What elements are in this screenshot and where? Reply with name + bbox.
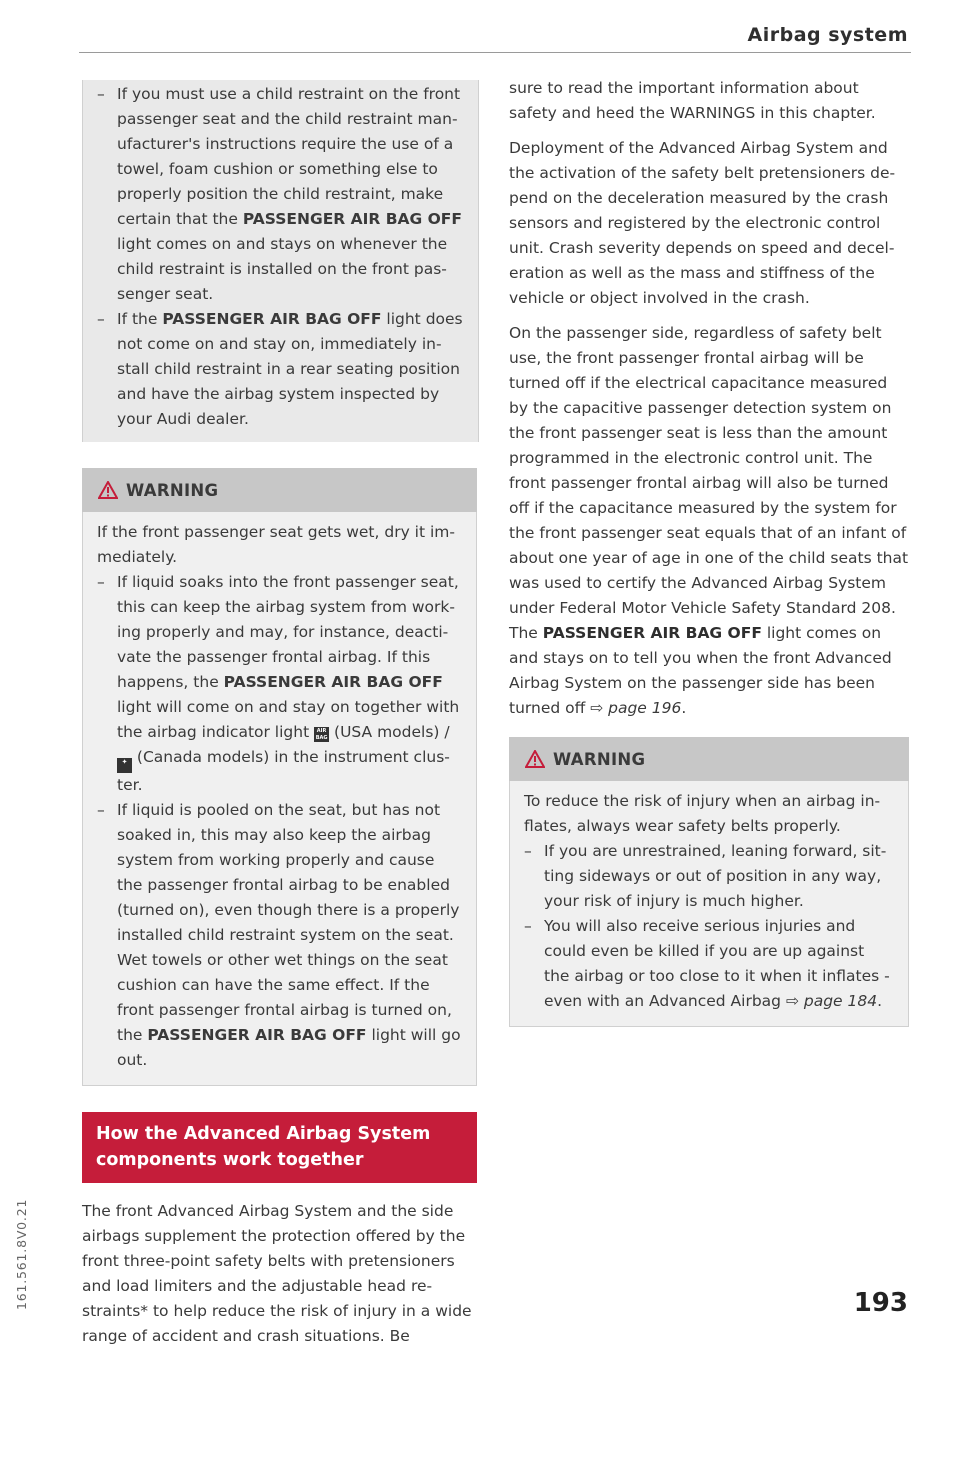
list-item — [97, 798, 462, 1073]
bold-term: PASSENGER AIR BAG OFF — [223, 673, 443, 691]
text-run: If liquid is pooled on the seat, but has not soaked in, this may also keep the airbag system from working properly and cause the passenger frontal airbag to be enabled (turned on), even though there is a properly installed child restraint system on the seat. Wet towels or other wet things on the seat cushion can have the same effect. If the front passenger frontal airbag is turned on, the — [117, 801, 460, 1044]
text-run: (USA models) / — [329, 723, 450, 741]
body-paragraph — [509, 136, 909, 311]
text-run: You will also receive serious injuries and could even be killed if you are up against the airbag or too close to it when it inflates - even with an Advanced Airbag — [544, 917, 890, 1010]
warning-triangle-icon — [98, 481, 118, 499]
page-reference[interactable]: ⇨ page 184 — [785, 992, 878, 1010]
warning-body — [509, 781, 909, 1027]
note-box — [82, 80, 479, 442]
airbag-indicator-usa-icon: AIR BAG — [315, 728, 328, 741]
text-run: If you are unrestrained, leaning forward, sitting sideways or out of position in any way, your risk of injury is much higher. — [544, 842, 887, 910]
text-run: If you must use a child restraint on the front passenger seat and the child restraint manufacturer's instructions require the use of a towel, foam cushion or something else to properly position the child restraint, make certain that the — [117, 85, 461, 228]
body-paragraph — [509, 76, 909, 126]
body-paragraph — [509, 321, 909, 721]
text-run: Deployment of the Advanced Airbag System and the activation of the safety belt pretensioners depend on the deceleration measured by the crash sensors and registered by the electronic control unit. Crash severity depends on speed and deceleration as well as the mass and stiffness of the vehicle or object involved in the crash. — [509, 139, 896, 307]
text-run: If liquid soaks into the front passenger seat, this can keep the airbag system from working properly and may, for instance, deactivate the passenger frontal airbag. If this happens, the — [117, 573, 459, 691]
warning-intro: If the front passenger seat gets wet, dry it immediately. — [97, 523, 455, 566]
list-dash: – — [97, 85, 105, 103]
list-item — [97, 82, 464, 307]
text-run: On the passenger side, regardless of safety belt use, the front passenger frontal airbag will be turned off if the electrical capacitance measured by the capacitive passenger detection system on the front passenger seat is less than the amount programmed in the electronic control unit. The front passenger frontal airbag will also be turned off if the capacitance measured by the system for the front passenger seat equals that of an infant of about one year of age in one of the child seats that was used to certify the Advanced Airbag System under Federal Motor Vehicle Safety Standard 208. The — [509, 324, 909, 642]
document-code: 161.561.8V0.21 — [14, 1198, 29, 1310]
page-number: 193 — [853, 1288, 908, 1318]
text-run: light comes on and stays on whenever the child restraint is installed on the front passenger seat. — [117, 235, 448, 303]
warning-body — [82, 512, 477, 1086]
section-paragraph: The front Advanced Airbag System and the side airbags supplement the protection offered by the front three-point safety belts with pretensioners and load limiters and the adjustable head restraints* to help reduce the risk of injury in a wide range of accident and crash situations. Be — [82, 1202, 472, 1345]
side-code-wrap — [14, 1198, 34, 1470]
left-warning-box — [82, 468, 477, 1086]
bold-term: PASSENGER AIR BAG OFF — [162, 310, 382, 328]
text-run: sure to read the important information about safety and heed the WARNINGS in this chapter. — [509, 79, 876, 122]
section-title: How the Advanced Airbag System components work together — [82, 1112, 477, 1183]
warning-label: WARNING — [126, 480, 219, 500]
text-run: light will go out. — [117, 1026, 461, 1069]
bold-term: PASSENGER AIR BAG OFF — [147, 1026, 367, 1044]
page-reference[interactable]: ⇨ page 196 — [590, 699, 682, 717]
bold-term: PASSENGER AIR BAG OFF — [542, 624, 762, 642]
list-dash: – — [524, 842, 532, 860]
warning-triangle-icon — [525, 750, 545, 768]
text-run: light comes on and stays on to tell you when the front Advanced Airbag System on the passenger side has been turned off — [509, 624, 892, 717]
text-run: (Canada models) in the instrument cluster. — [117, 748, 450, 794]
bold-term: PASSENGER AIR BAG OFF — [242, 210, 462, 228]
list-item — [97, 570, 462, 798]
warning-header — [509, 737, 909, 781]
warning-header — [82, 468, 477, 512]
text-run: light will come on and stay on together with the airbag indicator light — [117, 698, 460, 741]
list-dash: – — [97, 310, 105, 328]
text-run: light does not come on and stay on, immediately install child restraint in a rear seating position and have the airbag system inspected by your Audi dealer. — [117, 310, 463, 428]
list-dash: – — [524, 917, 532, 935]
right-column — [509, 76, 909, 1027]
airbag-indicator-canada-icon: ✦ — [117, 758, 132, 773]
list-item — [97, 307, 464, 432]
text-run: . — [877, 992, 883, 1010]
warning-label: WARNING — [553, 749, 646, 769]
list-item — [524, 914, 894, 1014]
left-column — [82, 80, 477, 1359]
page-header-title: Airbag system — [747, 24, 908, 46]
list-dash: – — [97, 573, 105, 591]
text-run: If the — [117, 310, 163, 328]
list-item — [524, 839, 894, 914]
warning-intro: To reduce the risk of injury when an airbag inflates, always wear safety belts properly. — [524, 792, 881, 835]
right-warning-box — [509, 737, 909, 1027]
text-run: . — [681, 699, 687, 717]
header-rule — [79, 52, 911, 53]
list-dash: – — [97, 801, 105, 819]
